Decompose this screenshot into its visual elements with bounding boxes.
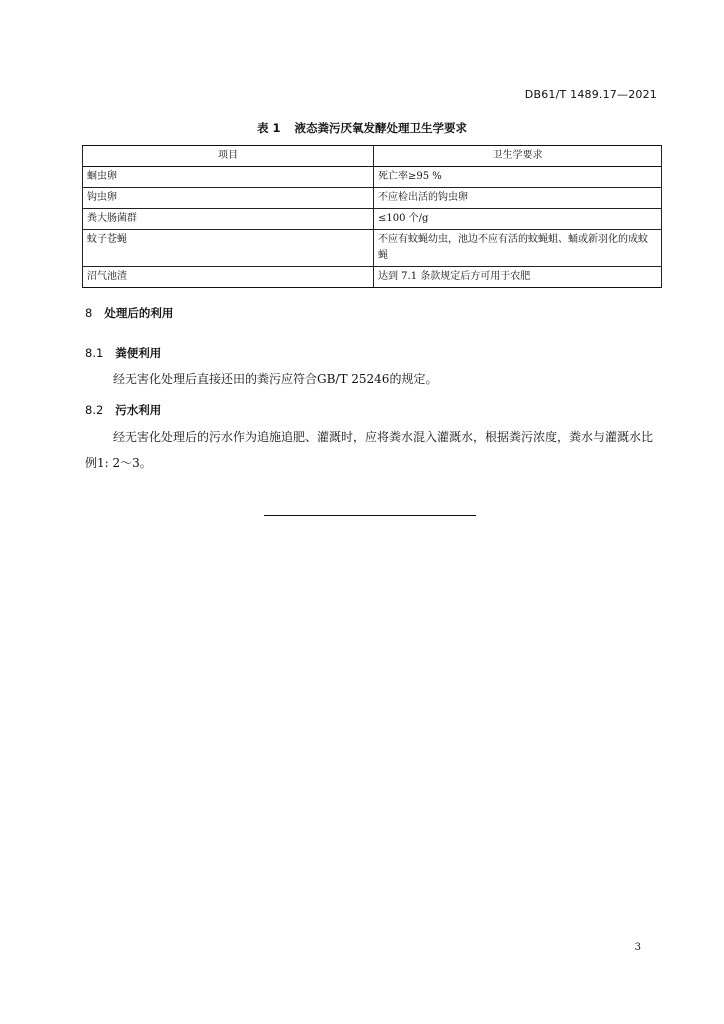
requirement-cell: 达到 7.1 条款规定后方可用于农肥 (374, 267, 662, 288)
end-of-standard-rule (264, 515, 476, 516)
page-number: 3 (634, 942, 641, 953)
section-8-1-heading (85, 345, 161, 361)
standard-code: DB61/T 1489.17—2021 (524, 88, 657, 101)
table-title: 液态粪污厌氧发酵处理卫生学要求 (294, 121, 467, 135)
table-caption (0, 120, 724, 136)
section-number: 8 (85, 306, 93, 320)
requirement-cell: ≤100 个/g (374, 209, 662, 230)
section-number: 8.1 (85, 346, 104, 360)
requirement-cell: 不应检出活的钩虫卵 (374, 188, 662, 209)
section-title: 粪便利用 (115, 346, 162, 360)
item-cell: 沼气池渣 (83, 267, 374, 288)
column-header-item: 项目 (83, 146, 374, 167)
table-row (83, 267, 662, 288)
table-row (83, 209, 662, 230)
section-8-2-paragraph: 经无害化处理后的污水作为追施追肥、灌溉时，应将粪水混入灌溉水，根据粪污浓度，粪水与灌溉水比例1: 2～3。 (85, 430, 654, 470)
item-cell: 蛔虫卵 (83, 167, 374, 188)
section-8-heading (85, 305, 173, 321)
table-row (83, 230, 662, 267)
column-header-requirement: 卫生学要求 (374, 146, 662, 167)
table-number: 表 1 (256, 121, 281, 135)
hygiene-requirements-table (82, 145, 662, 288)
requirement-cell: 不应有蚊蝇幼虫，池边不应有活的蚊蝇蛆、蛹或新羽化的成蚊蝇 (374, 230, 662, 267)
section-title: 处理后的利用 (104, 306, 174, 320)
section-number: 8.2 (85, 403, 104, 417)
item-cell: 蚊子苍蝇 (83, 230, 374, 267)
table-row (83, 167, 662, 188)
section-8-2-heading (85, 402, 161, 418)
table-header-row (83, 146, 662, 167)
requirement-cell: 死亡率≥95 % (374, 167, 662, 188)
item-cell: 粪大肠菌群 (83, 209, 374, 230)
section-title: 污水利用 (115, 403, 162, 417)
item-cell: 钩虫卵 (83, 188, 374, 209)
section-8-1-paragraph: 经无害化处理后直接还田的粪污应符合GB/T 25246的规定。 (113, 372, 438, 386)
table-row (83, 188, 662, 209)
